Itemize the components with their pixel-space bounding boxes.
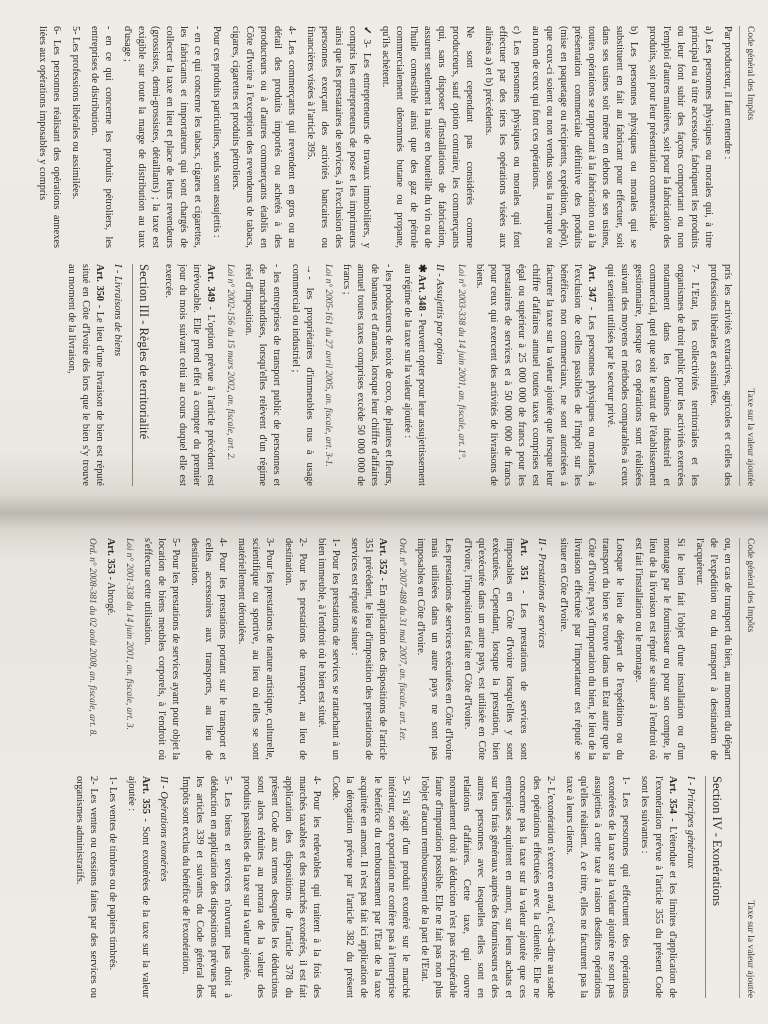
paragraph <box>692 538 734 760</box>
right-column-2 <box>20 776 734 998</box>
paragraph-text: Loi n° 2002-156 du 15 mars 2002, an. fiscale, art. 2. <box>224 264 235 461</box>
paragraph-text: Ord. n° 2007-488 du 31 mai 2007, an. fiscale, art. 1er. <box>397 538 407 741</box>
paragraph-text: 3- Pour les prestations de nature artistique, culturelle, scientifique ou sportive, au lieu où elles se sont matériellement déroulées. <box>236 538 276 760</box>
paragraph <box>140 538 182 760</box>
paragraph <box>209 26 223 248</box>
left-column-1 <box>20 26 734 248</box>
left-column-2 <box>20 264 734 486</box>
paragraph-text: pris les activités extractives, agricoles et celles des professions libérales et assimilées. <box>708 264 733 486</box>
paragraph <box>124 776 152 998</box>
paragraph-text: - les propriétaires d'immeubles nus à usage commercial ou industriel ; <box>289 264 315 486</box>
paragraph-text: - Sont exonérées de la taxe sur la valeur ajoutée : <box>126 776 151 998</box>
subsection-heading <box>110 264 124 486</box>
paragraph <box>281 538 309 760</box>
paragraph-text: II - Prestations de services <box>536 538 547 648</box>
legal-reference-note <box>395 538 408 760</box>
left-running-head <box>739 26 756 486</box>
paragraph-text: Loi n° 2001-338 du 14 juin 2001, an. fiscale, art. 3. <box>124 538 135 730</box>
paragraph-text: Section IV - Exonérations <box>710 776 724 906</box>
paragraph-text: - Peuvent opter pour leur assujettissement au régime de la taxe sur la valeur ajoutée : <box>402 264 428 486</box>
paragraph-text: - en ce qui concerne les produits pétroliers, les entreprises de distribution. <box>89 26 114 248</box>
legal-reference-note <box>223 264 236 486</box>
article-number: Art. 352 <box>377 538 389 575</box>
subsection-heading <box>432 264 446 486</box>
paragraph-text: - En application des dispositions de l'article 351 précédent, le lieu d'imposition des prestations de services est réputé se situer : <box>349 538 389 760</box>
paragraph-text: Section III - Règles de territorialité <box>137 264 152 440</box>
article-number: Art. 348 <box>416 274 428 311</box>
paragraph <box>460 538 530 760</box>
paragraph <box>645 26 715 248</box>
paragraph <box>187 538 229 760</box>
gutter-shadow <box>0 494 768 512</box>
right-column-1 <box>20 538 734 760</box>
paragraph-text: - les entreprises de transport public de personnes et de marchandises, lorsqu'elles relèvent d'un régime réel d'imposition. <box>242 264 282 486</box>
paragraph-text: Ne sont cependant pas considérés comme producteurs, sauf option contraire, les commerçants qui, sans disposer d'installations de fabrication, assurent seulement la mise en bouteille du vin ou de l'huile comestible ainsi que des gaz de pétrole commercialement dénommés butane ou propane, qu'ils achètent. <box>380 26 475 248</box>
paragraph <box>87 26 115 248</box>
paragraph-text: Pour ces produits particuliers, seuls sont assujettis : <box>211 26 222 238</box>
article-number: Art. 349 <box>205 264 217 302</box>
handwritten-mark: ✱ <box>416 264 428 273</box>
handwritten-mark: → <box>303 264 315 275</box>
paragraph-text: Si le bien fait l'objet d'une installation ou d'un montage par le fournisseur ou pour son compte, le lieu de la livraison est réputé se situer à l'endroit où est fait l'installation ou le montage. <box>633 538 686 760</box>
article-number: Art. 355 <box>140 776 151 814</box>
paragraph-text: 1- Pour les prestations de services se rattachant à un bien immeuble, à l'endroit où le bien est situé. <box>316 538 342 760</box>
paragraph-text: c) Les personnes physiques ou morales qui font effectuer par des tiers les opérations visées aux alinéas a) et b) précédents. <box>483 26 522 248</box>
paragraph <box>378 26 476 248</box>
paragraph-text: Loi n° 2003-338 du 14 juin 2001, an. fiscale, art. 1°. <box>456 264 466 460</box>
paragraph <box>556 538 626 760</box>
paragraph-text: - en ce qui concerne les tabacs, cigares et cigarettes, les fabricants et importateurs qui sont chargés de collecter la taxe en lieu et place de leurs revendeurs (grossistes, demi-grossistes, détaillants) ; la taxe est exigible sur toute la marge de distribution au taux d'usage ; <box>122 26 203 248</box>
paragraph <box>105 776 119 998</box>
section-heading <box>132 264 152 486</box>
paragraph <box>120 26 204 248</box>
legal-reference-note <box>322 264 335 486</box>
paragraph <box>35 26 63 248</box>
paragraph-text: 3- S'il s'agit d'un produit exonéré sur le marché intérieur, son exportation ne confère pas à l'entreprise le bénéfice du remboursement par l'Etat de la taxe acquittée en amont. Il n'est pas fait ici application de la dérogation prévue par l'article 382 du présent Code. <box>330 776 411 998</box>
paragraph <box>314 538 342 760</box>
paragraph <box>178 776 234 998</box>
paragraph <box>413 538 455 760</box>
paragraph-text: 2- Les ventes ou cessions faites par des services ou organismes administratifs. <box>74 776 99 998</box>
right-page <box>0 512 768 1024</box>
paragraph <box>706 264 734 486</box>
subsection-heading <box>683 776 697 998</box>
paragraph-text: 5- Pour les prestations de services ayant pour objet la location de biens meubles corporels, à l'endroit où s'effectue cette utilisation. <box>142 538 182 760</box>
paragraph-text: 3- Les entrepreneurs de travaux immobiliers, y compris les entrepreneurs de pose et les imprimeurs ainsi que les prestataires de services, à l'exclusion des personnes exerçant des activités bancaires ou financières visées à l'article 395. <box>305 26 372 248</box>
paragraph <box>328 776 412 998</box>
paragraph-text: ou, en cas de transport du bien, au moment du départ de l'expédition ou du transport à destination de l'acquéreur. <box>694 538 733 760</box>
paragraph-text: I - Principes généraux <box>685 776 696 869</box>
paragraph <box>339 264 395 486</box>
paragraph <box>347 538 389 760</box>
paragraph-text: 5- Les professions libérales ou assimilées. <box>70 26 81 200</box>
paragraph <box>72 776 100 998</box>
paragraph-text: b) Les personnes physiques ou morales qui se substituent en fait au fabricant pour effectuer, soit dans ses usines soit même en dehors de ses usines, toutes opérations se rapportant à la fabrication ou à la présentation commerciale définitive des produits (mise en paquetage ou récipients, expédition, dépôt), que ceux-ci soient ou non vendus sous la marque ou au nom de ceux qui font ces opérations. <box>530 26 639 248</box>
left-header-section: Taxe sur la valeur ajoutée <box>745 388 755 486</box>
legal-reference-note <box>454 264 467 486</box>
article-number: Art. 347 <box>586 264 597 303</box>
paragraph <box>631 538 687 760</box>
paragraph <box>603 264 701 486</box>
paragraph <box>103 538 117 760</box>
legal-reference-note <box>123 538 136 760</box>
paragraph-text: - Les personnes physiques ou morales, à l'exclusion de celles passibles de l'impôt sur les bénéfices non commerciaux, ne sont autorisées à facturer la taxe sur la valeur ajoutée que lorsque leur chiffre d'affaires annuel toutes taxes comprises est égal ou supérieur à 25 000 000 de francs pour les prestataires de services et à 50 000 000 de francs pour ceux qui exercent des activités de livraisons de biens. <box>474 264 597 486</box>
paragraph-text: - Abrogé. <box>104 574 116 616</box>
paragraph-text: - L'option prévue à l'article précédent est irrévocable. Elle prend effet à compter du premier jour du mois suivant celui au cours duquel elle est exercée. <box>163 264 217 486</box>
paragraph <box>472 264 598 486</box>
subsection-heading <box>534 538 548 760</box>
right-header-title: Code général des Impôts <box>745 538 755 633</box>
paragraph <box>481 26 523 248</box>
paragraph <box>400 264 428 486</box>
paragraph <box>417 776 557 998</box>
right-running-head <box>739 538 756 998</box>
gutter-shadow <box>0 512 768 530</box>
paragraph-text: 2- Pour les prestations de transport, au lieu de destination. <box>283 538 309 760</box>
paragraph-text: 4- Pour les prestations portant sur le transport et celles accessoires aux transports, au lieu de destination. <box>189 538 229 760</box>
paragraph-text: Les prestations de services exécutées en Côte d'Ivoire mais utilisées dans un autre pays ne sont pas imposables en Côte d'Ivoire. <box>415 538 454 760</box>
paragraph <box>241 264 283 486</box>
article-number: Art. 354 <box>667 776 678 814</box>
paragraph <box>64 264 106 486</box>
paragraph-text: - Les prestations de services sont imposables en Côte d'Ivoire lorsqu'elles y sont exécutées. Cependant, lorsque la prestation, bien qu'exécutée dans un autre pays, est utilisée en Côte d'Ivoire, l'imposition est faite en Côte d'Ivoire. <box>462 538 529 760</box>
paragraph-text: 1- Les personnes qui effectuent des opérations exonérées de la taxe sur la valeur ajoutée ne sont pas assujetties à cette taxe à raison desdites opérations qu'elles réalisent. A ce titre, elles ne facturent pas la taxe à leurs clients. <box>564 776 631 998</box>
paragraph-text: 7- L'Etat, les collectivités territoriales et les organismes de droit public pour les activités exercées notamment dans les domaines industriel et commercial, quel que soit le statut de l'établissement gestionnaire, lorsque ces opérations sont réalisées suivant des moyens et méthodes comparables à ceux qui seraient utilisés par le secteur privé. <box>605 264 700 486</box>
subsection-heading <box>156 776 170 998</box>
paragraph-text: Lorsque le lieu de départ de l'expédition ou du transport du bien se trouve dans un Etat autre que la Côte d'Ivoire, pays d'importation du bien, le lieu de la livraison effectuée par l'importateur est réputé se situer en Côte d'Ivoire. <box>558 538 625 760</box>
paragraph <box>68 26 82 248</box>
paragraph-text: II - Opérations exonérées <box>158 776 169 882</box>
paragraph-text: Loi n° 2005-161 du 27 avril 2005, an. fiscale, art. 3-1. <box>323 264 334 467</box>
section-heading <box>705 776 725 998</box>
article-number: Art. 350 <box>94 264 106 302</box>
left-columns <box>20 26 734 486</box>
legal-reference-note <box>85 538 98 760</box>
paragraph-text: 6- Les personnes réalisant des opérations annexes liées aux opérations imposables y compris <box>37 26 62 248</box>
handwritten-mark: ✓ <box>361 26 372 38</box>
right-header-section: Taxe sur la valeur ajoutée <box>745 900 755 998</box>
article-number: Art. 351 <box>518 538 529 581</box>
paragraph <box>637 776 679 998</box>
paragraph <box>720 26 734 248</box>
paragraph-text: I - Livraisons de biens <box>112 264 124 357</box>
paragraph <box>228 26 298 248</box>
paragraph-text: 4- Pour les redevables qui traitent à la fois des marchés taxables et des marchés exonérés, il est fait application des dispositions de l'article 378 du présent Code aux termes desquelles les déductions sont alors réduites au prorata de la valeur des produits passibles de la taxe sur la valeur ajoutée. <box>241 776 322 998</box>
paragraph-text: 1- Les ventes de timbres ou de papiers timbrés. <box>107 776 118 971</box>
paragraph-text: 5- Les biens et services n'ouvrant pas droit à déduction en application des dispositions prévues par les articles 339 et suivants du Code général des Impôts sont exclus du bénéfice de l'exonération. <box>180 776 233 998</box>
paragraph <box>528 26 640 248</box>
paragraph <box>234 538 276 760</box>
paragraph <box>562 776 632 998</box>
article-number: Art. 353 <box>104 538 116 575</box>
paragraph-text: 2- L'exonération s'exerce en aval, c'est-à-dire au stade des opérations effectuées avec la clientèle. Elle ne concerne pas la taxe sur la valeur ajoutée que ces entreprises acquittent en amont, sur leurs achats et sur leurs frais généraux auprès des fournisseurs et des autres personnes avec lesquelles elles sont en relations d'affaires. Cette taxe, qui ouvre normalement droit à déduction n'est pas récupérable faute d'imputation possible. Elle ne fait pas non plus l'objet d'aucun remboursement de la part de l'Etat. <box>419 776 556 998</box>
left-header-title: Code général des Impôts <box>745 26 755 121</box>
paragraph-text: 4- Les commerçants qui revendent en gros ou au détail des produits importés ou achetés à des producteurs ou à d'autres commerçants établis en Côte d'Ivoire à l'exception des revendeurs de tabacs, cigares, cigarettes et produits pétroliers. <box>230 26 297 248</box>
paragraph <box>161 264 217 486</box>
paragraph <box>239 776 323 998</box>
paragraph-text: - L'étendue et les limites d'application de l'exonération prévue à l'article 355 du présent Code sont les suivantes : <box>639 776 678 998</box>
paragraph-text: Ord. n° 2008-381 du 02 août 2008, an. fiscale, art. 8. <box>86 538 97 737</box>
paragraph-text: - les producteurs de noix de coco, de plantes et fleurs, de bananes et d'ananas, lorsque leur chiffre d'affaires annuel toutes taxes comprises excède 50 000 000 de francs ; <box>341 264 395 486</box>
paragraph-text: II - Assujettis par option <box>434 264 446 365</box>
right-columns <box>20 538 734 998</box>
paragraph <box>303 26 373 248</box>
paragraph <box>288 264 316 486</box>
paragraph-text: - Le lieu d'une livraison de bien est réputé situé en Côte d'Ivoire dès lors que le bien s'y trouve au moment de la livraison, <box>66 264 106 486</box>
paragraph-text: Par producteur, il faut entendre : <box>722 26 733 160</box>
paragraph-text: a) Les personnes physiques ou morales qui, à titre principal ou à titre accessoire, fabriquent les produits ou leur font subir des façons comportant ou non l'emploi d'autres matières, soit pour la fabrication des produits, soit pour leur présentation commerciale. <box>647 26 714 248</box>
